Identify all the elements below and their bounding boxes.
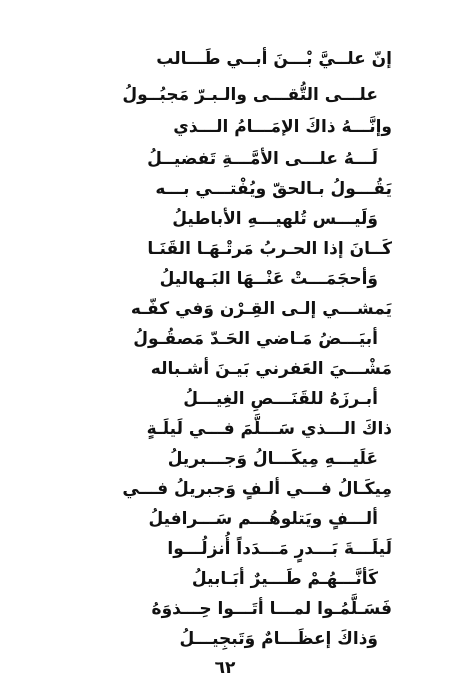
verse-5-second-hemistich: أبيَـــضُ مَـاضي الحَـدّ مَصقُـولُ: [133, 329, 378, 349]
verse-8-second-hemistich: ألـــفٍ ويَتلوهُـــم سَـــرافيلُ: [148, 509, 378, 529]
verse-10-first-hemistich: فَسَـلَّمُـوا لمـــا أتَـــوا حِـــذوَهُ: [151, 599, 392, 619]
verse-3-second-hemistich: وَلَيـــس تُلهيـــهِ الأباطيلُ: [172, 209, 378, 229]
verse-10-second-hemistich: وَذاكَ إعظَـــامٌ وَتَبجِيـــلُ: [179, 629, 378, 649]
verse-6-first-hemistich: مَشْـــيَ العَفرني بَيـنَ أشـباله: [150, 359, 392, 379]
verse-9-first-hemistich: لَيلَـــةَ بَـــدرٍ مَـــدَداً أُنزلُـــوا: [167, 539, 392, 559]
verse-5-first-hemistich: يَمشـــي إلـى القِـرْن وَفي كفّـه: [130, 299, 392, 319]
verse-9-second-hemistich: كَأنَّـــهُـمْ طَـــيرٌ أبَـابيلُ: [191, 569, 378, 589]
verse-1-second-hemistich: علـــى التُّقـــى والـبـرّ مَجبُــولُ: [122, 85, 378, 105]
verse-6-second-hemistich: أبـرزَهُ للقَنَـــصِ الغِيـــلُ: [183, 389, 378, 409]
verse-2-second-hemistich: لَـــهُ علـــى الأمَّـــةِ تَفضيــلُ: [147, 149, 378, 169]
page-number: ٦٢: [214, 658, 236, 678]
verse-4-second-hemistich: وَأحجَمَـــتْ عَنْــهَا البَـهاليلُ: [159, 269, 378, 289]
verse-4-first-hemistich: كَــانَ إذا الحـربُ مَرتْـهَـا القَنَـا: [147, 239, 392, 259]
verse-7-second-hemistich: عَلَيـــهِ مِيكَـــالُ وَجـــبريلُ: [167, 449, 378, 469]
verse-8-first-hemistich: مِيكَـالُ فـــي ألـفٍ وَجبريلُ فـــي: [122, 479, 392, 499]
verse-7-first-hemistich: ذاكَ الـــذي سَـــلَّمَ فـــي لَيلَـةٍ: [146, 419, 392, 439]
verse-1-first-hemistich: إنّ علــيَّ بْـــنَ أبــي طَـــالب: [156, 49, 392, 69]
verse-3-first-hemistich: يَقُـــولُ بـالحقّ ويُفْتـــي بـــه: [155, 179, 392, 199]
verse-2-first-hemistich: وإنَّـــهُ ذاكَ الإمَـــامُ الـــذي: [173, 117, 392, 137]
